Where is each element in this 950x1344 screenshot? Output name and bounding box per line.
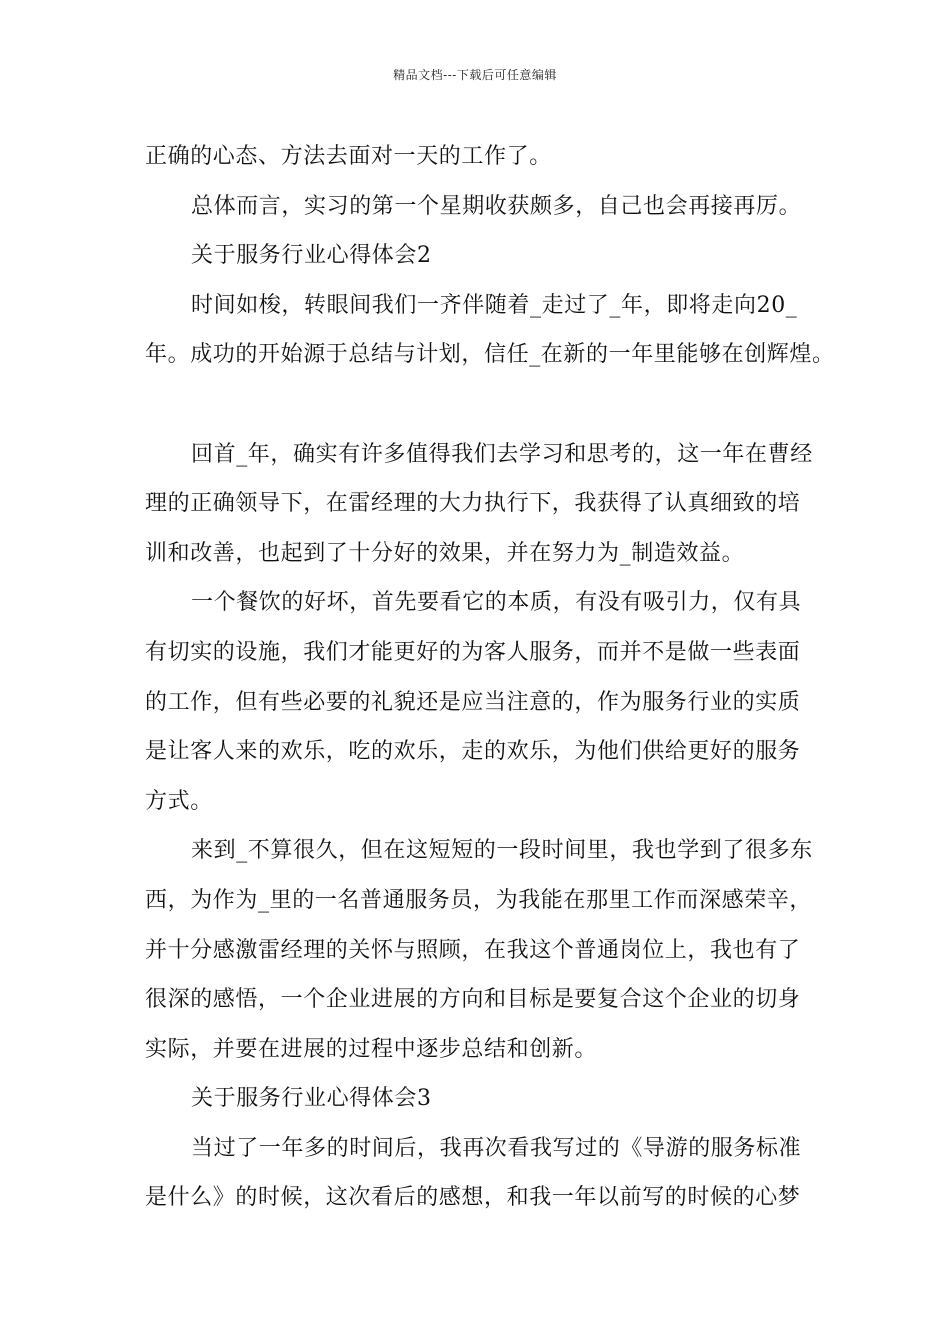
text-line: 有切实的设施，我们才能更好的为客人服务，而并不是做一些表面 — [145, 639, 801, 665]
text-line: 时间如梭，转眼间我们一齐伴随着_走过了_年，即将走向20_ — [191, 292, 798, 318]
section-heading: 关于服务行业心得体会3 — [191, 1086, 432, 1112]
text-line: 方式。 — [145, 788, 213, 814]
text-line: 是什么》的时候，这次看后的感想，和我一年以前写的时候的心梦 — [145, 1185, 801, 1211]
text-line: 是让客人来的欢乐，吃的欢乐，走的欢乐，为他们供给更好的服务 — [145, 739, 801, 765]
section-heading: 关于服务行业心得体会2 — [191, 243, 432, 269]
text-line: 当过了一年多的时间后，我再次看我写过的《导游的服务标准 — [191, 1135, 802, 1161]
text-line: 来到_不算很久，但在这短短的一段时间里，我也学到了很多东 — [191, 838, 813, 864]
page-header: 精品文档---下载后可任意编辑 — [393, 68, 557, 82]
text-line: 很深的感悟，一个企业进展的方向和目标是要复合这个企业的切身 — [145, 987, 801, 1013]
blank-line — [145, 380, 815, 430]
document-body — [145, 132, 835, 1223]
text-line: 训和改善，也起到了十分好的效果，并在努力为_制造效益。 — [145, 540, 745, 566]
text-line: 西，为作为_里的一名普通服务员，为我能在那里工作而深感荣辛， — [145, 887, 813, 913]
text-line: 并十分感激雷经理的关怀与照顾，在我这个普通岗位上，我也有了 — [145, 937, 801, 963]
text-line: 实际，并要在进展的过程中逐步总结和创新。 — [145, 1036, 598, 1062]
text-line: 理的正确领导下，在雷经理的大力执行下，我获得了认真细致的培 — [145, 491, 801, 517]
text-line: 一个餐饮的好坏，首先要看它的本质，有没有吸引力，仅有具 — [191, 590, 802, 616]
text-line: 总体而言，实习的第一个星期收获颇多，自己也会再接再厉。 — [191, 193, 802, 219]
text-line: 的工作，但有些必要的礼貌还是应当注意的，作为服务行业的实质 — [145, 689, 801, 715]
text-line: 正确的心态、方法去面对一天的工作了。 — [145, 144, 552, 169]
text-line: 年。成功的开始源于总结与计划，信任_在新的一年里能够在创辉煌。 — [145, 342, 835, 368]
text-line: 回首_年，确实有许多值得我们去学习和思考的，这一年在曹经 — [191, 441, 813, 467]
